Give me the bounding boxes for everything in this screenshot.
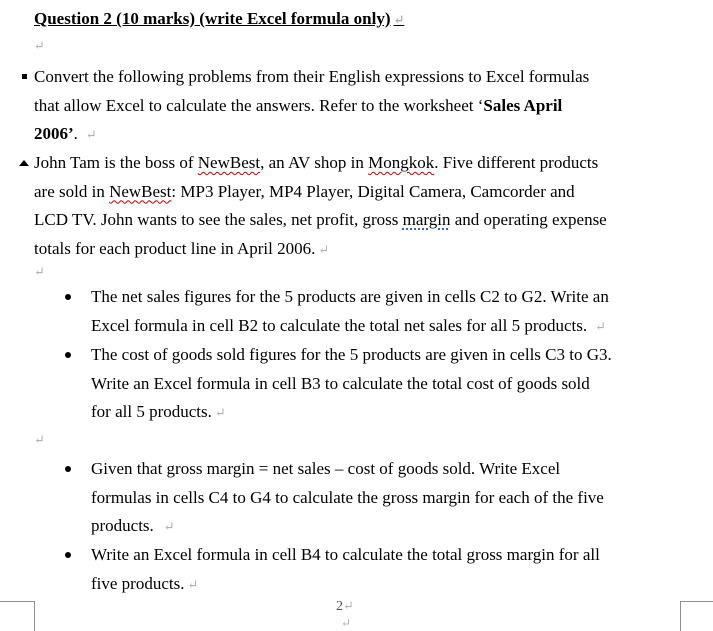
bullet-dot-icon [65,466,71,472]
scenario-line-2-b: : MP3 Player, MP4 Player, Digital Camera, Camcorder and [171,181,575,201]
grammar-check-word: margin [402,210,451,230]
page-number [336,598,354,615]
paragraph-mark: ↵ [34,264,45,279]
square-bullet-icon [22,74,27,79]
list-item-line [91,312,686,342]
paragraph-mark: ↵ [34,432,45,447]
intro-line-3-text: . [73,124,78,144]
scenario-line-3 [34,206,681,235]
paragraph-mark: ↵ [163,519,175,535]
question-heading [34,9,404,29]
paragraph-mark: ↵ [214,405,226,421]
scenario-line-1-c: . Five different products [434,153,599,172]
collapse-triangle-icon[interactable] [19,160,29,166]
list-item-text: products. [91,516,154,536]
list-item-line [91,570,686,600]
list-item-line: Write an Excel formula in cell B3 to calculate the total cost of goods sold [91,373,590,393]
paragraph-mark: ↵ [595,318,607,334]
scenario-line-3-a: LCD TV. John wants to see the sales, net profit, gross [34,210,403,230]
bullet-dot-icon [65,294,71,300]
list-item-text: Excel formula in cell B2 to calculate the total net sales for all 5 products. [91,315,588,335]
scenario-line-3-b: and operating expense [450,210,607,230]
list-item-line: The cost of goods sold figures for the 5 products are given in cells C3 to G3. [91,345,612,364]
bullet-dot-icon [65,352,71,358]
spellcheck-word: NewBest [197,153,261,172]
scenario-line-1-a: John Tam is the boss of [34,153,198,172]
paragraph-mark: ↵ [85,127,97,143]
list-item [91,341,686,428]
list-item-line [91,512,686,542]
list-item-line: Write an Excel formula in cell B4 to calculate the total gross margin for all [91,545,600,564]
scenario-line-2 [34,178,681,207]
list-item [91,541,686,599]
worksheet-name-part1: Sales April [483,95,563,115]
intro-line-1: Convert the following problems from their English expressions to Excel formulas [34,67,590,86]
spellcheck-word: Mongkok [368,153,435,172]
list-item-text: five products. [91,573,185,593]
page-number-text: 2 [336,599,343,614]
scenario-line-4 [34,235,681,265]
paragraph-mark: ↵ [187,576,199,592]
scenario-line-4-text: totals for each product line in April 2006. [34,239,316,259]
bullet-dot-icon [65,552,71,558]
list-item [91,283,686,341]
paragraph-mark: ↵ [393,12,405,27]
intro-paragraph [34,63,681,150]
intro-line-2-text: that allow Excel to calculate the answers. Refer to the worksheet ‘ [34,95,484,115]
list-item-line: Given that gross margin = net sales – cost of goods sold. Write Excel [91,459,561,478]
scenario-line-1 [34,149,681,178]
intro-line-3 [34,120,681,150]
paragraph-mark: ↵ [343,598,354,613]
paragraph-mark: ↵ [341,616,352,630]
paragraph-mark: ↵ [318,242,330,258]
scenario-line-1-b: , an AV shop in [260,153,369,172]
worksheet-name-part2: 2006’ [34,124,74,144]
paragraph-mark: ↵ [34,38,45,53]
list-item-text: for all 5 products. [91,402,212,422]
list-item-line: formulas in cells C4 to G4 to calculate the gross margin for each of the five [91,487,604,507]
intro-line-2 [34,92,681,121]
list-item [91,455,686,542]
question-heading-text: Question 2 (10 marks) (write Excel formula only) [34,9,391,28]
scenario-line-2-a: are sold in [34,181,110,201]
page-corner-right [680,601,713,631]
list-item-line: The net sales figures for the 5 products are given in cells C2 to G2. Write an [91,287,609,306]
page-corner-left [0,601,35,631]
scenario-paragraph [34,149,681,265]
spellcheck-word: NewBest [109,181,172,201]
list-item-line [91,398,686,428]
